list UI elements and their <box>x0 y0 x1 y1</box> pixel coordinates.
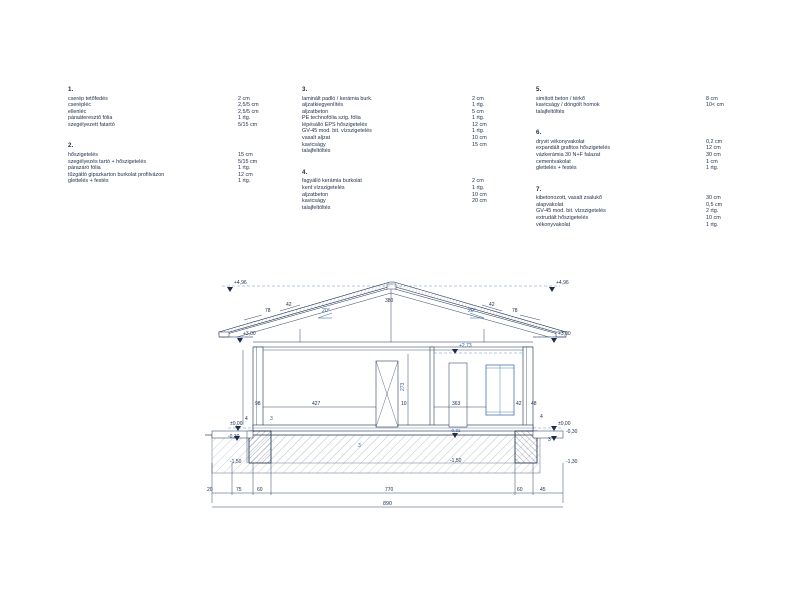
roof-structure <box>219 282 566 347</box>
section-drawing <box>0 255 800 545</box>
spec-label: glettelés + festés <box>68 178 109 185</box>
dim-label-890: 890 <box>383 501 392 507</box>
spec-number: 5. <box>536 86 542 93</box>
spec-row <box>68 152 280 159</box>
spec-row <box>536 159 748 166</box>
spec-row <box>536 195 748 202</box>
spec-value: 1 rtg. <box>472 102 485 109</box>
spec-value: 1 rtg. <box>706 221 719 228</box>
spec-row <box>536 152 748 159</box>
spec-row <box>536 145 748 152</box>
dim-label-45: 45 <box>540 487 546 493</box>
annotation-footing-right2: 3 <box>548 437 551 443</box>
foundations <box>212 431 563 463</box>
level-label-terrace-right: -0,30 <box>566 429 578 435</box>
spec-group-7 <box>536 186 748 228</box>
annotation-footing-left: 4 <box>245 416 248 422</box>
spec-row <box>302 198 514 205</box>
spec-value <box>472 148 514 155</box>
spec-label: páraáteresztő fólia <box>68 115 113 122</box>
spec-value: 10 cm <box>472 191 487 198</box>
spec-value: 2,5/5 cm <box>238 108 259 115</box>
spec-number: 7. <box>536 185 542 193</box>
spec-number: 1. <box>68 86 74 93</box>
spec-value: 1 cm <box>706 158 718 165</box>
spec-label: aljzatkiegyenlítés <box>302 102 344 109</box>
spec-group-2 <box>68 142 280 184</box>
spec-row <box>536 215 748 222</box>
dim-label-75: 75 <box>236 487 242 493</box>
level-label-footing-right: -1,30 <box>566 459 578 465</box>
spec-value: 1 rtg. <box>472 115 485 122</box>
openings <box>376 361 514 427</box>
spec-number: 2. <box>68 142 74 150</box>
spec-row <box>68 109 280 116</box>
spec-number: 3. <box>302 86 308 93</box>
spec-value: 10< cm <box>706 102 724 109</box>
spec-value: 1 rtg. <box>238 178 251 185</box>
annotation-rafter-left: 78 <box>265 308 271 314</box>
spec-value: 5 cm <box>472 108 484 115</box>
level-label-eave-left: +3,00 <box>243 331 256 337</box>
annotation-footing-right: 4 <box>540 414 543 420</box>
spec-label: talajfeltöltés <box>536 108 565 115</box>
spec-value: 1 rtg. <box>472 184 485 191</box>
spec-group-6 <box>536 129 748 171</box>
spec-label: talajfeltöltés <box>302 148 331 155</box>
spec-row <box>302 205 514 212</box>
annotation-ridge-span: 380 <box>385 298 394 304</box>
spec-label: glettelés + festés <box>536 165 577 172</box>
spec-row <box>68 96 280 103</box>
spec-label: laminált padló / kerámia burk. <box>302 95 373 102</box>
spec-label: cserépléc <box>68 102 92 109</box>
spec-row <box>536 202 748 209</box>
spec-label: szegélyezés tartó + hőszigetelés <box>68 158 147 165</box>
spec-row <box>536 139 748 146</box>
annotation-room-height: 273 <box>400 382 406 391</box>
spec-label: szegélyezett fatartó <box>68 121 115 128</box>
spec-label: fagyálló kerámia burkolat <box>302 178 362 185</box>
spec-value: 20 cm <box>472 198 487 205</box>
spec-row <box>68 165 280 172</box>
spec-label: cementvakolat <box>536 158 571 165</box>
spec-row <box>302 96 514 103</box>
spec-label: kavicságy / döngölt homok <box>536 102 600 109</box>
spec-label: PE technofólia szig. fólia <box>302 115 361 122</box>
spec-row <box>302 115 514 122</box>
legend-column-1 <box>68 86 280 199</box>
spec-row <box>536 165 748 172</box>
annotation-rafter-right: 78 <box>512 308 518 314</box>
dim-label-770: 770 <box>385 487 394 493</box>
spec-number: 6. <box>536 129 542 137</box>
spec-row <box>302 102 514 109</box>
spec-row <box>302 109 514 116</box>
spec-label: kent vízszigetelés <box>302 184 345 191</box>
spec-label: vékonyvakolat <box>536 221 571 228</box>
annotation-pitch-left: 20° <box>322 308 330 314</box>
spec-label: párazáró fólia <box>68 165 101 172</box>
spec-label: ellenléc <box>68 108 87 115</box>
spec-value: 10 cm <box>472 135 487 142</box>
spec-label: simított beton / térkő <box>536 95 585 102</box>
annotation-door-width: 10 <box>401 401 407 407</box>
level-label-floor-left: ±0,00 <box>230 421 243 427</box>
dim-label-60: 60 <box>257 487 263 493</box>
spec-label: vasalt aljzat <box>302 135 331 142</box>
spec-row <box>536 208 748 215</box>
spec-label: aljzatbeton <box>302 191 329 198</box>
spec-label: lépésálló EPS hőszigetelés <box>302 121 368 128</box>
annotation-wall-right2: 42 <box>516 401 522 407</box>
spec-label: cserép tetőfedés <box>68 95 108 102</box>
spec-group-3 <box>302 86 514 155</box>
spec-label: talajfeltöltés <box>302 204 331 211</box>
spec-row <box>536 222 748 229</box>
spec-row <box>302 192 514 199</box>
annotation-rafter-right2: 42 <box>489 302 495 308</box>
spec-row <box>302 148 514 155</box>
level-label-footing-left: -1,50 <box>230 459 242 465</box>
legend-column-3 <box>536 86 748 242</box>
spec-row <box>302 185 514 192</box>
spec-label: kavicságy <box>302 141 326 148</box>
spec-row <box>302 122 514 129</box>
spec-label: kibetonozott, vasalt zsalukő <box>536 195 602 202</box>
dim-label-60b: 60 <box>517 487 523 493</box>
spec-value: 0,5 cm <box>706 201 723 208</box>
spec-label: GV-45 mod. bit. vízszigetelés <box>302 128 372 135</box>
spec-value: 5/15 cm <box>238 121 258 128</box>
annotation-footing-left2: 3 <box>270 416 273 422</box>
annotation-room-width-left: 427 <box>312 401 321 407</box>
spec-row <box>68 172 280 179</box>
spec-row <box>68 115 280 122</box>
spec-value: 1 rtg. <box>238 115 251 122</box>
spec-label: GV-45 mod. bit. vízszigetelés <box>536 208 606 215</box>
annotation-pitch-right: 20° <box>468 308 476 314</box>
spec-row <box>68 159 280 166</box>
dim-label-20: 20 <box>207 487 213 493</box>
spec-value: 2 cm <box>238 95 250 102</box>
level-label-ridge-right: +4,96 <box>556 280 569 286</box>
spec-row <box>302 135 514 142</box>
spec-number: 4. <box>302 168 308 176</box>
annotation-room-width-right: 363 <box>452 401 461 407</box>
spec-value: 2,5/5 cm <box>238 102 259 109</box>
specification-legend <box>68 86 748 242</box>
spec-value: 8 cm <box>706 95 718 102</box>
level-label-terrace-inner: -0,31 <box>450 428 461 433</box>
spec-value <box>472 205 514 212</box>
spec-value: 12 cm <box>238 171 253 178</box>
spec-label: tűzgátló gipszkarton burkolat profilvázon <box>68 171 165 178</box>
spec-value: 30 cm <box>706 151 721 158</box>
spec-label: dryvit vékonyvakolat <box>536 138 585 145</box>
spec-row <box>302 128 514 135</box>
level-label-ridge-left: +4,96 <box>234 280 247 286</box>
annotation-footing-mid: 3 <box>358 443 361 449</box>
spec-row <box>536 102 748 109</box>
annotation-rafter-left2: 42 <box>286 302 292 308</box>
spec-value: 15 cm <box>238 151 253 158</box>
annotation-wall-right: 48 <box>531 401 537 407</box>
spec-value: 5/15 cm <box>238 158 258 165</box>
spec-group-1 <box>68 86 280 128</box>
spec-row <box>536 96 748 103</box>
spec-value: 12 cm <box>706 145 721 152</box>
level-label-footing-mid: -1,50 <box>450 458 462 464</box>
spec-value: 2 cm <box>472 95 484 102</box>
spec-label: expandált grafitos hőszigetelés <box>536 145 611 152</box>
spec-value: 10 cm <box>706 215 721 222</box>
spec-label: hőszigetelés <box>68 151 98 158</box>
roof-slope-indicator <box>318 313 484 318</box>
spec-group-5 <box>536 86 748 115</box>
spec-row <box>68 102 280 109</box>
level-label-eave-right: +3,00 <box>558 331 571 337</box>
spec-label: aljzatbeton <box>302 108 329 115</box>
spec-label: vázkerámia 30 N+F falazat <box>536 151 601 158</box>
spec-label: kavicságy <box>302 198 326 205</box>
spec-row <box>68 178 280 185</box>
spec-value: 0,2 cm <box>706 138 723 145</box>
legend-column-2 <box>302 86 514 225</box>
level-label-floor-right: ±0,00 <box>558 421 571 427</box>
annotation-wall-left: 98 <box>255 401 261 407</box>
spec-value: 2 rtg. <box>706 208 719 215</box>
level-label-ceiling: +2,73 <box>459 343 472 349</box>
spec-label: extrudált hőszigetelés <box>536 215 589 222</box>
spec-value: 2 cm <box>472 178 484 185</box>
spec-row <box>302 178 514 185</box>
spec-group-4 <box>302 169 514 211</box>
spec-row <box>302 142 514 149</box>
level-label-terrace-left: -0,30 <box>228 434 240 440</box>
spec-value: 1 rtg. <box>472 128 485 135</box>
spec-value: 15 cm <box>472 141 487 148</box>
spec-row <box>536 109 748 116</box>
spec-row <box>68 122 280 129</box>
spec-value: 30 cm <box>706 195 721 202</box>
spec-value: 1 rtg. <box>706 165 719 172</box>
spec-value: 1 rtg. <box>238 165 251 172</box>
spec-label: alapvakolat <box>536 201 564 208</box>
spec-value <box>706 109 748 116</box>
spec-value: 12 cm <box>472 121 487 128</box>
